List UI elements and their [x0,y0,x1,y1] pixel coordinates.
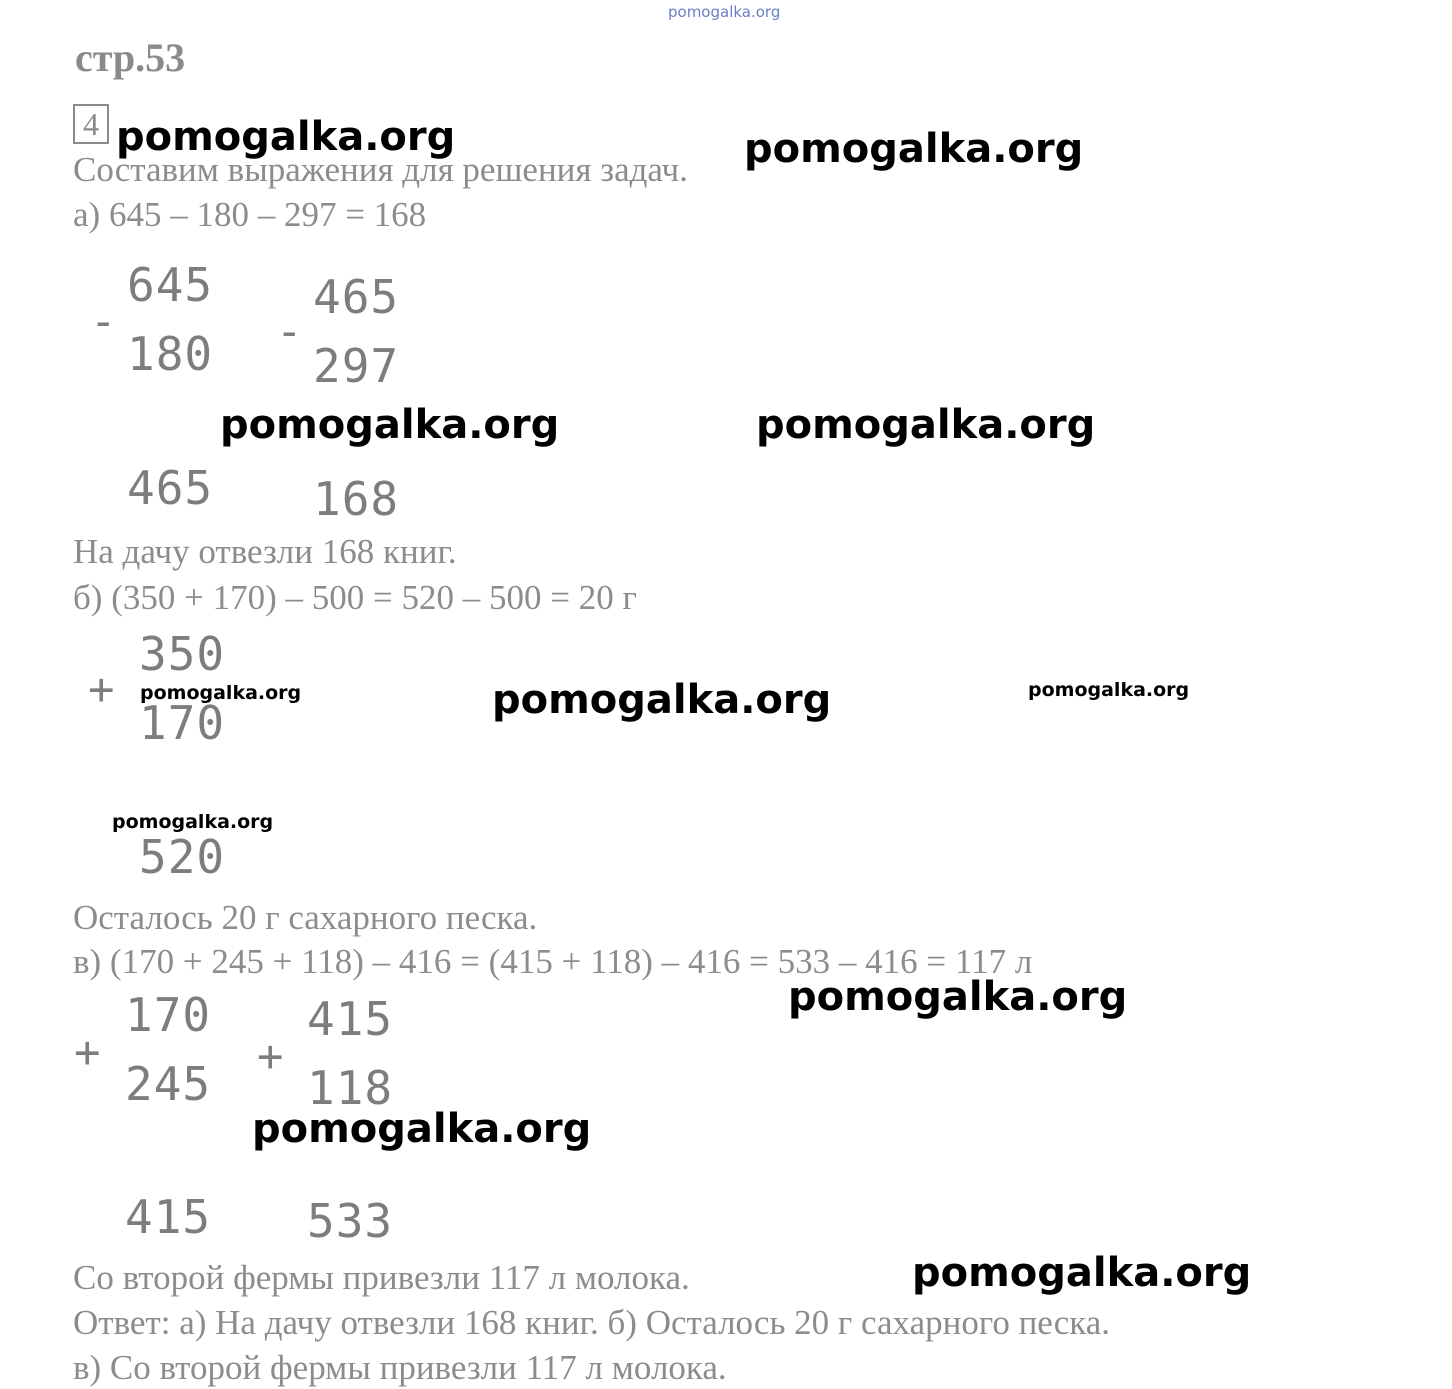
b-calc1-result: 520 [139,830,226,884]
c-calc2-bottom: 118 [307,1061,394,1115]
a-calc1-top: 645 [127,258,214,312]
c-calc1-bottom: 245 [125,1057,212,1111]
watermark: pomogalka.org [756,402,1096,448]
a-calc1-result: 465 [127,461,214,515]
b-calc1-top: 350 [139,627,226,681]
watermark: pomogalka.org [744,126,1084,172]
part-a-expression: а) 645 – 180 – 297 = 168 [73,195,427,234]
a-calc1-operator: - [90,296,117,347]
watermark: pomogalka.org [140,682,302,704]
a-calc2-operator: - [276,306,303,357]
b-calc1-operator: + [88,664,115,715]
watermark: pomogalka.org [112,811,274,833]
final-answer-line1: Ответ: а) На дачу отвезли 168 книг. б) Осталось 20 г сахарного песка. [73,1303,1110,1342]
part-b-expression: б) (350 + 170) – 500 = 520 – 500 = 20 г [73,578,637,617]
task-number-box: 4 [73,104,109,144]
a-calc2-top: 465 [313,270,400,324]
a-calc2-bottom: 297 [313,339,400,393]
final-answer-line2: в) Со второй фермы привезли 117 л молока. [73,1348,727,1387]
b-calc1-bottom: 170 [139,696,226,750]
watermark: pomogalka.org [1028,679,1190,701]
watermark: pomogalka.org [220,402,560,448]
c-calc1-operator: + [74,1027,101,1078]
part-c-answer: Со второй фермы привезли 117 л молока. [73,1258,690,1297]
watermark: pomogalka.org [492,677,832,723]
c-calc2-result: 533 [307,1194,394,1248]
a-calc1-bottom: 180 [127,327,214,381]
c-calc2-operator: + [257,1031,284,1082]
watermark: pomogalka.org [912,1250,1252,1296]
c-calc1-top: 170 [125,988,212,1042]
part-c-expression: в) (170 + 245 + 118) – 416 = (415 + 118) – 416 = 533 – 416 = 117 л [73,942,1033,981]
part-a-answer: На дачу отвезли 168 книг. [73,532,457,571]
c-calc2-top: 415 [307,992,394,1046]
watermark: pomogalka.org [788,974,1128,1020]
c-calc1-result: 415 [125,1190,212,1244]
watermark: pomogalka.org [116,114,456,160]
a-calc2-result: 168 [313,472,400,526]
part-b-answer: Осталось 20 г сахарного песка. [73,898,538,937]
task-intro: Составим выражения для решения задач. [73,150,688,189]
watermark: pomogalka.org [252,1106,592,1152]
watermark-top: pomogalka.org [668,3,781,21]
page-title: стр.53 [75,35,186,80]
